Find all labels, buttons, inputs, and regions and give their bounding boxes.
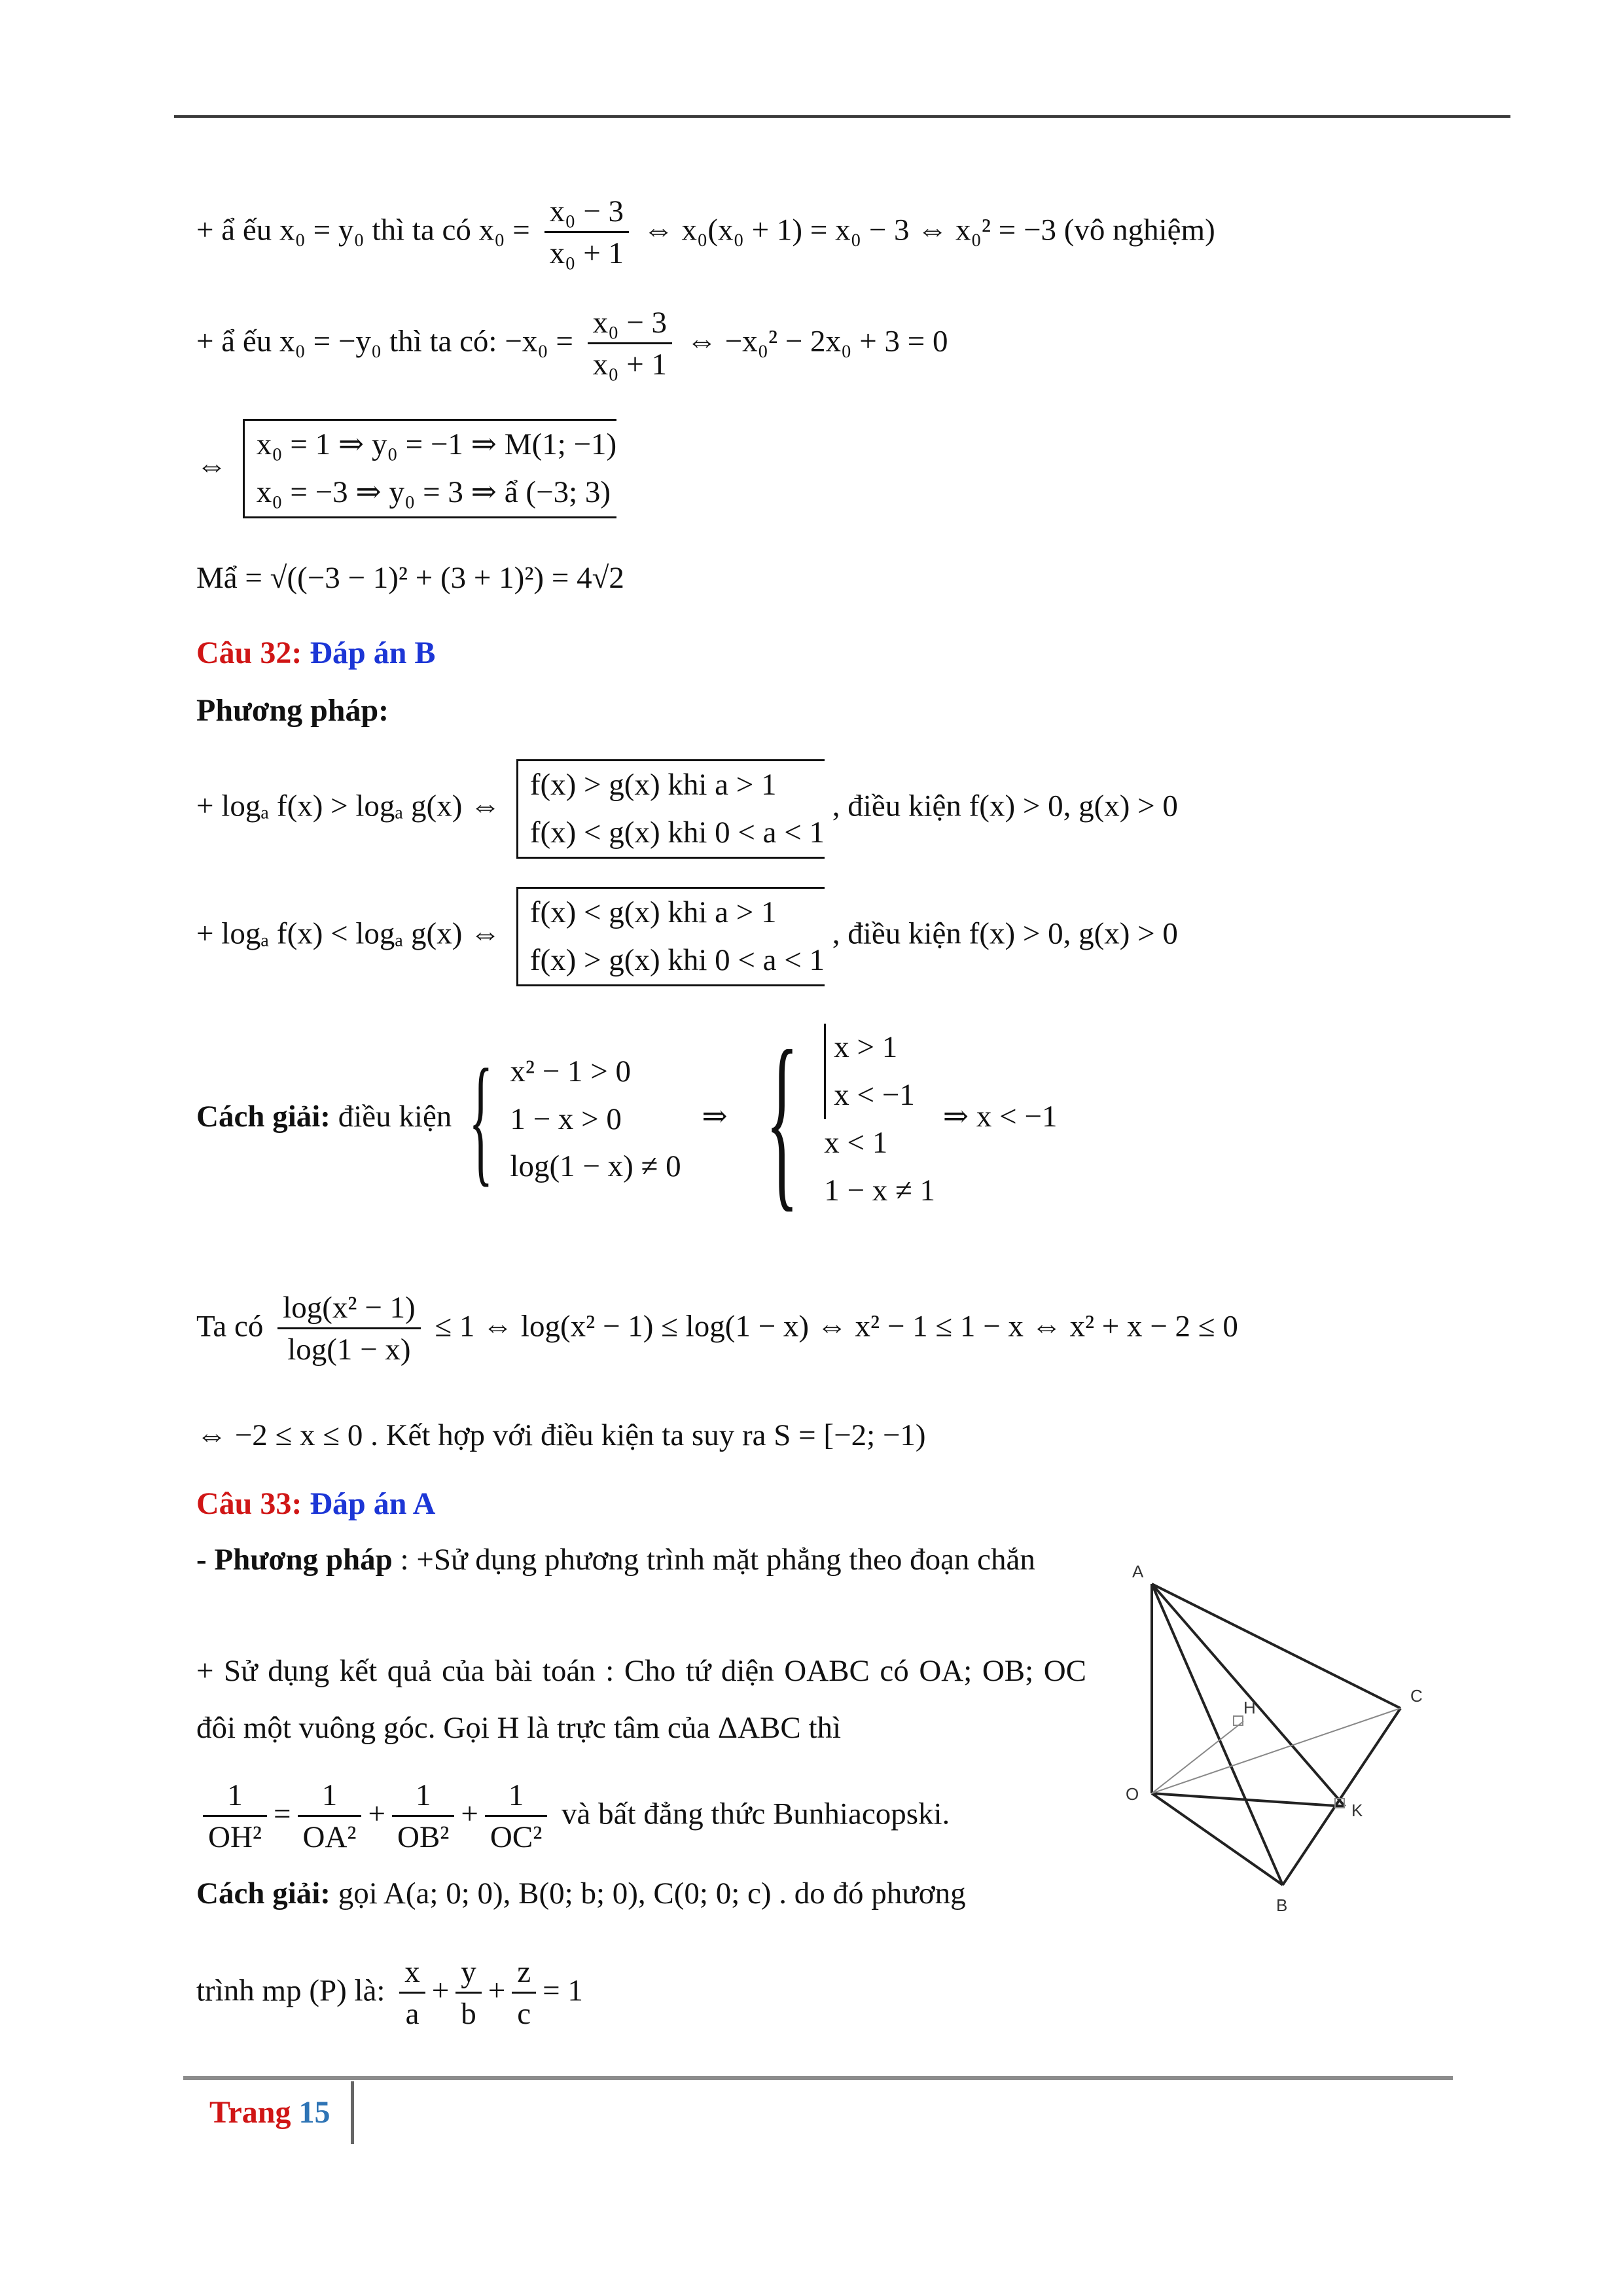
- footer-divider: [351, 2081, 354, 2144]
- fraction: [203, 1780, 267, 1853]
- solution-paragraph: [196, 1865, 1086, 1922]
- left-brace: {: [766, 1011, 799, 1228]
- fraction-numerator: 1: [298, 1780, 362, 1817]
- inner-bracket: [824, 1024, 915, 1119]
- distance-line: [196, 563, 624, 594]
- fraction-numerator: 1: [485, 1780, 547, 1817]
- rule-row-2: f(x) > g(x) khi 0 < a < 1: [529, 942, 825, 977]
- question-label: Câu 32:: [196, 636, 302, 670]
- system-result: ⇒ x < −1: [942, 1099, 1058, 1134]
- method-heading: [196, 692, 389, 728]
- condition-system-line: [196, 1011, 1058, 1228]
- log-rule-greater: [196, 759, 1178, 859]
- formula-tail: và bất đẳng thức Bunhiacopski.: [562, 1797, 950, 1831]
- system-row-3: log(1 − x) ≠ 0: [510, 1149, 681, 1184]
- fraction: [399, 1957, 425, 2030]
- rule-lhs: + logₐ f(x) < logₐ g(x) ⇔: [196, 916, 501, 951]
- fraction-denominator: a: [405, 1997, 419, 2031]
- rule-row-1: f(x) > g(x) khi a > 1: [529, 768, 777, 802]
- rule-row-2: f(x) < g(x) khi 0 < a < 1: [529, 815, 825, 850]
- bracket-system: [243, 419, 616, 518]
- edge-AC: [1152, 1584, 1400, 1708]
- solution-label: Cách giải:: [196, 1876, 330, 1910]
- equation-rest: ⇔ −x₀² − 2x₀ + 3 = 0: [686, 324, 948, 359]
- fraction: [455, 1957, 482, 2030]
- fraction: [544, 196, 629, 269]
- left-brace: {: [469, 1039, 493, 1199]
- no-solution-note: (vô nghiệm): [1063, 213, 1215, 247]
- footer-label: Trang: [209, 2095, 291, 2130]
- page-footer: [209, 2094, 330, 2130]
- condition-system-2: [824, 1024, 935, 1214]
- case-opposite-line: [196, 308, 948, 380]
- fraction-denominator: c: [517, 1997, 531, 2031]
- fraction-numerator: y: [455, 1957, 482, 1994]
- fraction-numerator: 1: [392, 1780, 454, 1817]
- footer-rule: [183, 2076, 1453, 2080]
- edge-OC: [1152, 1708, 1400, 1793]
- label-C: C: [1410, 1686, 1423, 1706]
- inequality-line: [196, 1293, 1238, 1365]
- method-text: : +Sử dụng phương trình mặt phẳng theo đoạn chắn: [400, 1543, 1035, 1577]
- system-row-2: x < −1: [834, 1078, 915, 1113]
- rule-condition: , điều kiện f(x) > 0, g(x) > 0: [832, 789, 1178, 823]
- final-line: [196, 1420, 926, 1451]
- case-text: thì ta có: [372, 213, 471, 247]
- label-K: K: [1351, 1801, 1363, 1820]
- method-label: Phương pháp:: [196, 693, 389, 728]
- label-O: O: [1126, 1784, 1139, 1804]
- question-label: Câu 33:: [196, 1486, 302, 1521]
- fraction-denominator: log(1 − x): [287, 1333, 411, 1367]
- bracket-row-1: x₀ = 1 ⇒ y₀ = −1 ⇒ M(1; −1): [256, 427, 617, 461]
- rule-bracket: [516, 887, 825, 986]
- fraction-numerator: z: [512, 1957, 536, 1994]
- page-number: 15: [298, 2095, 330, 2130]
- fraction-denominator: x₀ + 1: [592, 348, 668, 382]
- plane-equation-line: trình mp (P) là: $\frac{x}{a}$ + $\frac{y}{b}$ + $\frac{z}{c}$ = 1: [196, 1955, 583, 2031]
- segment-OH: [1152, 1721, 1243, 1793]
- system-row-2: 1 − x > 0: [510, 1102, 622, 1136]
- case-condition: x₀ = y₀: [279, 213, 365, 247]
- header-rule: [174, 115, 1510, 118]
- fraction-denominator: x₀ + 1: [549, 236, 624, 270]
- solution-text: gọi A(a; 0; 0), B(0; b; 0), C(0; 0; c) . do đó phương: [338, 1876, 966, 1910]
- system-row-4: 1 − x ≠ 1: [824, 1173, 936, 1208]
- system-row-3: x < 1: [824, 1126, 888, 1160]
- solution-text: điều kiện: [338, 1099, 452, 1134]
- fraction: [512, 1957, 536, 2030]
- case-condition: x₀ = −y₀: [279, 324, 382, 359]
- solution-label: Cách giải:: [196, 1099, 330, 1134]
- fraction: [392, 1780, 454, 1853]
- equation-lhs: x₀ =: [478, 213, 530, 247]
- condition-system-1: [510, 1048, 681, 1191]
- fraction-denominator: OH²: [208, 1820, 262, 1854]
- label-B: B: [1276, 1895, 1288, 1915]
- system-row-1: x > 1: [834, 1030, 898, 1065]
- fraction: [588, 308, 672, 380]
- equation-rest: ⇔ x₀(x₀ + 1) = x₀ − 3 ⇔ x₀² = −3: [643, 213, 1056, 247]
- fraction-numerator: x₀ − 3: [588, 308, 672, 344]
- case-prefix: + ẩ ếu: [196, 324, 272, 359]
- fraction-denominator: b: [461, 1997, 476, 2031]
- fraction-denominator: OC²: [490, 1820, 543, 1854]
- system-row-1: x² − 1 > 0: [510, 1054, 632, 1088]
- fraction: [485, 1780, 547, 1853]
- equation-lhs: −x₀ =: [505, 324, 573, 359]
- method-label: - Phương pháp: [196, 1543, 393, 1577]
- fraction-denominator: OA²: [302, 1820, 357, 1854]
- method-paragraph: [196, 1532, 1086, 1588]
- distance-formula: Mẩ = √((−3 − 1)² + (3 + 1)²) = 4√2: [196, 561, 624, 595]
- fraction-numerator: x₀ − 3: [544, 196, 629, 233]
- label-H: H: [1243, 1698, 1256, 1717]
- log-rule-less: [196, 887, 1178, 986]
- rule-condition: , điều kiện f(x) > 0, g(x) > 0: [832, 916, 1178, 951]
- question-32-heading: [196, 635, 435, 671]
- equivalence-symbol: ⇔: [196, 448, 227, 483]
- tetrahedron-figure: [1113, 1558, 1440, 1924]
- method-text-2: + Sử dụng kết quả của bài toán : Cho tứ diện OABC có OA; OB; OC đôi một vuông góc. Gọi H là trực tâm của ΔABC thì: [196, 1654, 1086, 1745]
- fraction-numerator: log(x² − 1): [277, 1293, 420, 1329]
- bracket-row-2: x₀ = −3 ⇒ y₀ = 3 ⇒ ẩ (−3; 3): [256, 475, 611, 509]
- fraction: [298, 1780, 362, 1853]
- fraction-denominator: OB²: [397, 1820, 450, 1854]
- case-text: thì ta có:: [389, 324, 497, 359]
- solution-bracket-line: [196, 419, 616, 518]
- edge-CB: [1283, 1708, 1400, 1885]
- answer-label: Đáp án A: [310, 1486, 436, 1521]
- method-paragraph-2: [196, 1643, 1086, 1757]
- case-equal-line: [196, 196, 1215, 269]
- plane-intro: trình mp (P) là:: [196, 1973, 385, 2008]
- formula-line: $\frac{1}{\text{OH²}}$ = $\frac{1}{\text{OA²}}$ + $\frac{1}{\text{OB²}}$ + $\frac{1}{\text{OC²}}$ và bất đẳng thức Bunhiacopski.: [196, 1780, 950, 1853]
- right-angle-mark-H: [1234, 1716, 1243, 1725]
- edge-AK: [1152, 1584, 1345, 1806]
- label-A: A: [1132, 1562, 1144, 1581]
- fraction-numerator: 1: [203, 1780, 267, 1817]
- fraction: [277, 1293, 420, 1365]
- rule-bracket: [516, 759, 825, 859]
- rule-row-1: f(x) < g(x) khi a > 1: [529, 895, 777, 929]
- answer-label: Đáp án B: [310, 636, 436, 670]
- case-prefix: + ẩ ếu: [196, 213, 272, 247]
- implies-symbol: ⇒: [702, 1099, 728, 1134]
- final-result: ⇔ −2 ≤ x ≤ 0 . Kết hợp với điều kiện ta suy ra S = [−2; −1): [196, 1418, 926, 1452]
- question-33-heading: [196, 1486, 435, 1522]
- rule-lhs: + logₐ f(x) > logₐ g(x) ⇔: [196, 789, 501, 823]
- fraction-numerator: x: [399, 1957, 425, 1994]
- taco-label: Ta có: [196, 1309, 264, 1344]
- inequality-chain: ≤ 1 ⇔ log(x² − 1) ≤ log(1 − x) ⇔ x² − 1 ≤ 1 − x ⇔ x² + x − 2 ≤ 0: [435, 1309, 1238, 1344]
